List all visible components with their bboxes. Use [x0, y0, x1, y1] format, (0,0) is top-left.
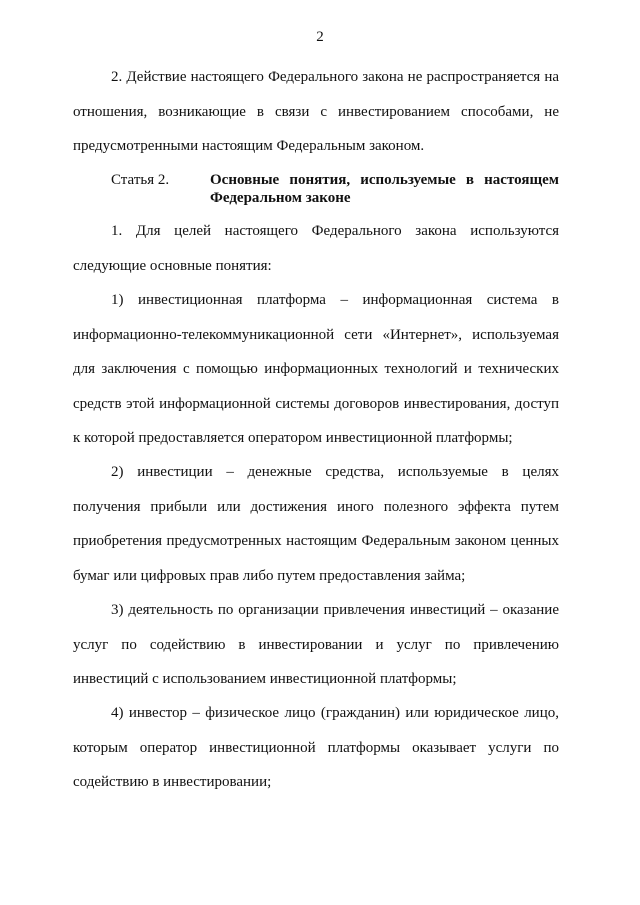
definition-investment-attraction-activity: 3) деятельность по организации привлечения инвестиций – оказание услуг по содействию в инвестировании и услуг по привлечению инвестиций с использованием инвестиционной платформы; [73, 602, 559, 688]
definition-investments: 2) инвестиции – денежные средства, используемые в целях получения прибыли или достижения иного полезного эффекта путем приобретения предусмотренных настоящим Федеральным законом ценных бумаг или цифровых прав либо путем предоставления займа; [73, 464, 559, 584]
paragraph-definitions-intro: 1. Для целей настоящего Федерального закона используются следующие основные понятия: [73, 223, 559, 274]
article-label: Статья 2. [111, 172, 170, 188]
definition-investor: 4) инвестор – физическое лицо (гражданин) или юридическое лицо, которым оператор инвестиционной платформы оказывает услуги по содействию в инвестировании; [73, 705, 559, 791]
paragraph-scope-exclusion: 2. Действие настоящего Федерального закона не распространяется на отношения, возникающие в связи с инвестированием способами, не предусмотренными настоящим Федеральным законом. [73, 69, 559, 155]
page-number: 2 [316, 29, 324, 45]
definition-investment-platform: 1) инвестиционная платформа – информационная система в информационно-телекоммуникационной сети «Интернет», используемая для заключения с помощью информационных технологий и технических средств этой информационной системы договоров инвестирования, доступ к которой предоставляется оператором инвестиционной платформы; [73, 292, 559, 447]
article-title: Основные понятия, используемые в настоящем Федеральном законе [210, 172, 559, 206]
